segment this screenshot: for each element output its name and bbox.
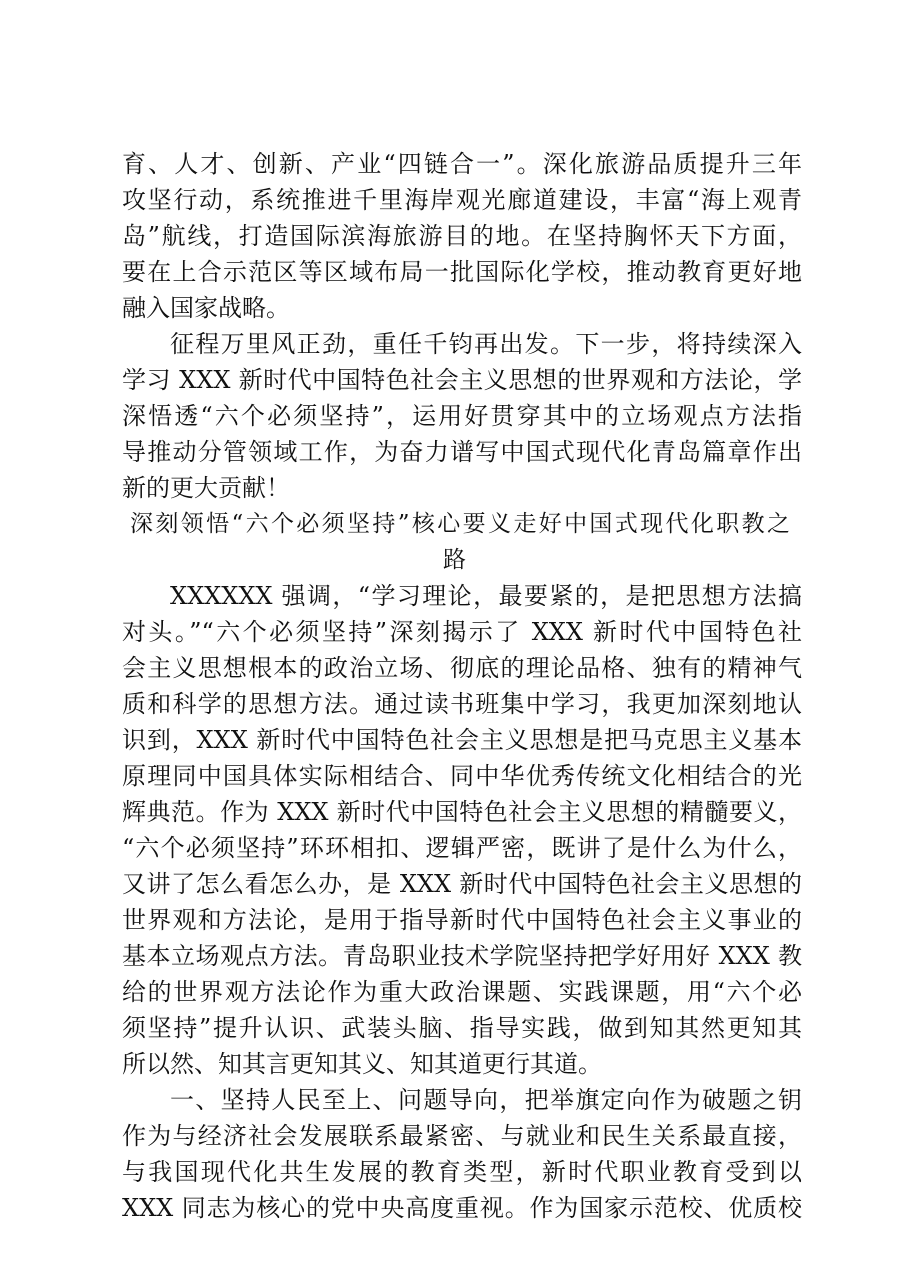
- body-text-line: 辉典范。作为 XXX 新时代中国特色社会主义思想的精髓要义，: [122, 798, 802, 826]
- body-text-line: 世界观和方法论，是用于指导新时代中国特色社会主义事业的: [122, 906, 802, 934]
- body-text-line: 基本立场观点方法。青岛职业技术学院坚持把学好用好 XXX 教: [122, 942, 802, 970]
- body-text-line: 新的更大贡献！: [122, 474, 290, 502]
- body-text-line: 岛”航线，打造国际滨海旅游目的地。在坚持胸怀天下方面，: [122, 222, 802, 250]
- body-text-line: 识到，XXX 新时代中国特色社会主义思想是把马克思主义基本: [122, 726, 802, 754]
- body-text-line: 会主义思想根本的政治立场、彻底的理论品格、独有的精神气: [122, 654, 802, 682]
- body-text-line: 作为与经济社会发展联系最紧密、与就业和民生关系最直接，: [122, 1122, 802, 1150]
- body-text-line: 要在上合示范区等区域布局一批国际化学校，推动教育更好地: [122, 258, 802, 286]
- body-text-line: 原理同中国具体实际相结合、同中华优秀传统文化相结合的光: [122, 762, 802, 790]
- body-text-line: “六个必须坚持”环环相扣、逻辑严密，既讲了是什么为什么，: [122, 834, 802, 862]
- section-title: 深刻领悟“六个必须坚持”核心要义走好中国式现代化职教之: [130, 511, 790, 537]
- body-text-line: 对头。”“六个必须坚持”深刻揭示了 XXX 新时代中国特色社: [122, 618, 802, 646]
- body-text-line: 给的世界观方法论作为重大政治课题、实践课题，用“六个必: [122, 978, 802, 1006]
- body-text-line: 所以然、知其言更知其义、知其道更行其道。: [122, 1050, 602, 1078]
- body-text-line: 导推动分管领域工作，为奋力谱写中国式现代化青岛篇章作出: [122, 438, 802, 466]
- body-text-line: 深悟透“六个必须坚持”，运用好贯穿其中的立场观点方法指: [122, 402, 802, 430]
- body-text-line: XXXXXX 强调，“学习理论，最要紧的，是把思想方法搞: [170, 582, 802, 610]
- body-text-line: 征程万里风正劲，重任千钧再出发。下一步，将持续深入: [170, 330, 802, 358]
- body-text-line: 质和科学的思想方法。通过读书班集中学习，我更加深刻地认: [122, 690, 802, 718]
- body-text-line: 攻坚行动，系统推进千里海岸观光廊道建设，丰富“海上观青: [122, 186, 802, 214]
- body-text-line: 融入国家战略。: [122, 294, 290, 322]
- body-text-line: XXX 同志为核心的党中央高度重视。作为国家示范校、优质校: [122, 1194, 802, 1222]
- body-text-line: 又讲了怎么看怎么办，是 XXX 新时代中国特色社会主义思想的: [122, 870, 802, 898]
- body-text-line: 育、人才、创新、产业“四链合一”。深化旅游品质提升三年: [122, 150, 802, 178]
- body-text-line: 学习 XXX 新时代中国特色社会主义思想的世界观和方法论，学: [122, 366, 802, 394]
- section-title-continuation: 路: [443, 547, 466, 573]
- body-text-line: 与我国现代化共生发展的教育类型，新时代职业教育受到以: [122, 1158, 802, 1186]
- body-text-line: 一、坚持人民至上、问题导向，把举旗定向作为破题之钥: [170, 1086, 802, 1114]
- body-text-line: 须坚持”提升认识、武装头脑、指导实践，做到知其然更知其: [122, 1014, 802, 1042]
